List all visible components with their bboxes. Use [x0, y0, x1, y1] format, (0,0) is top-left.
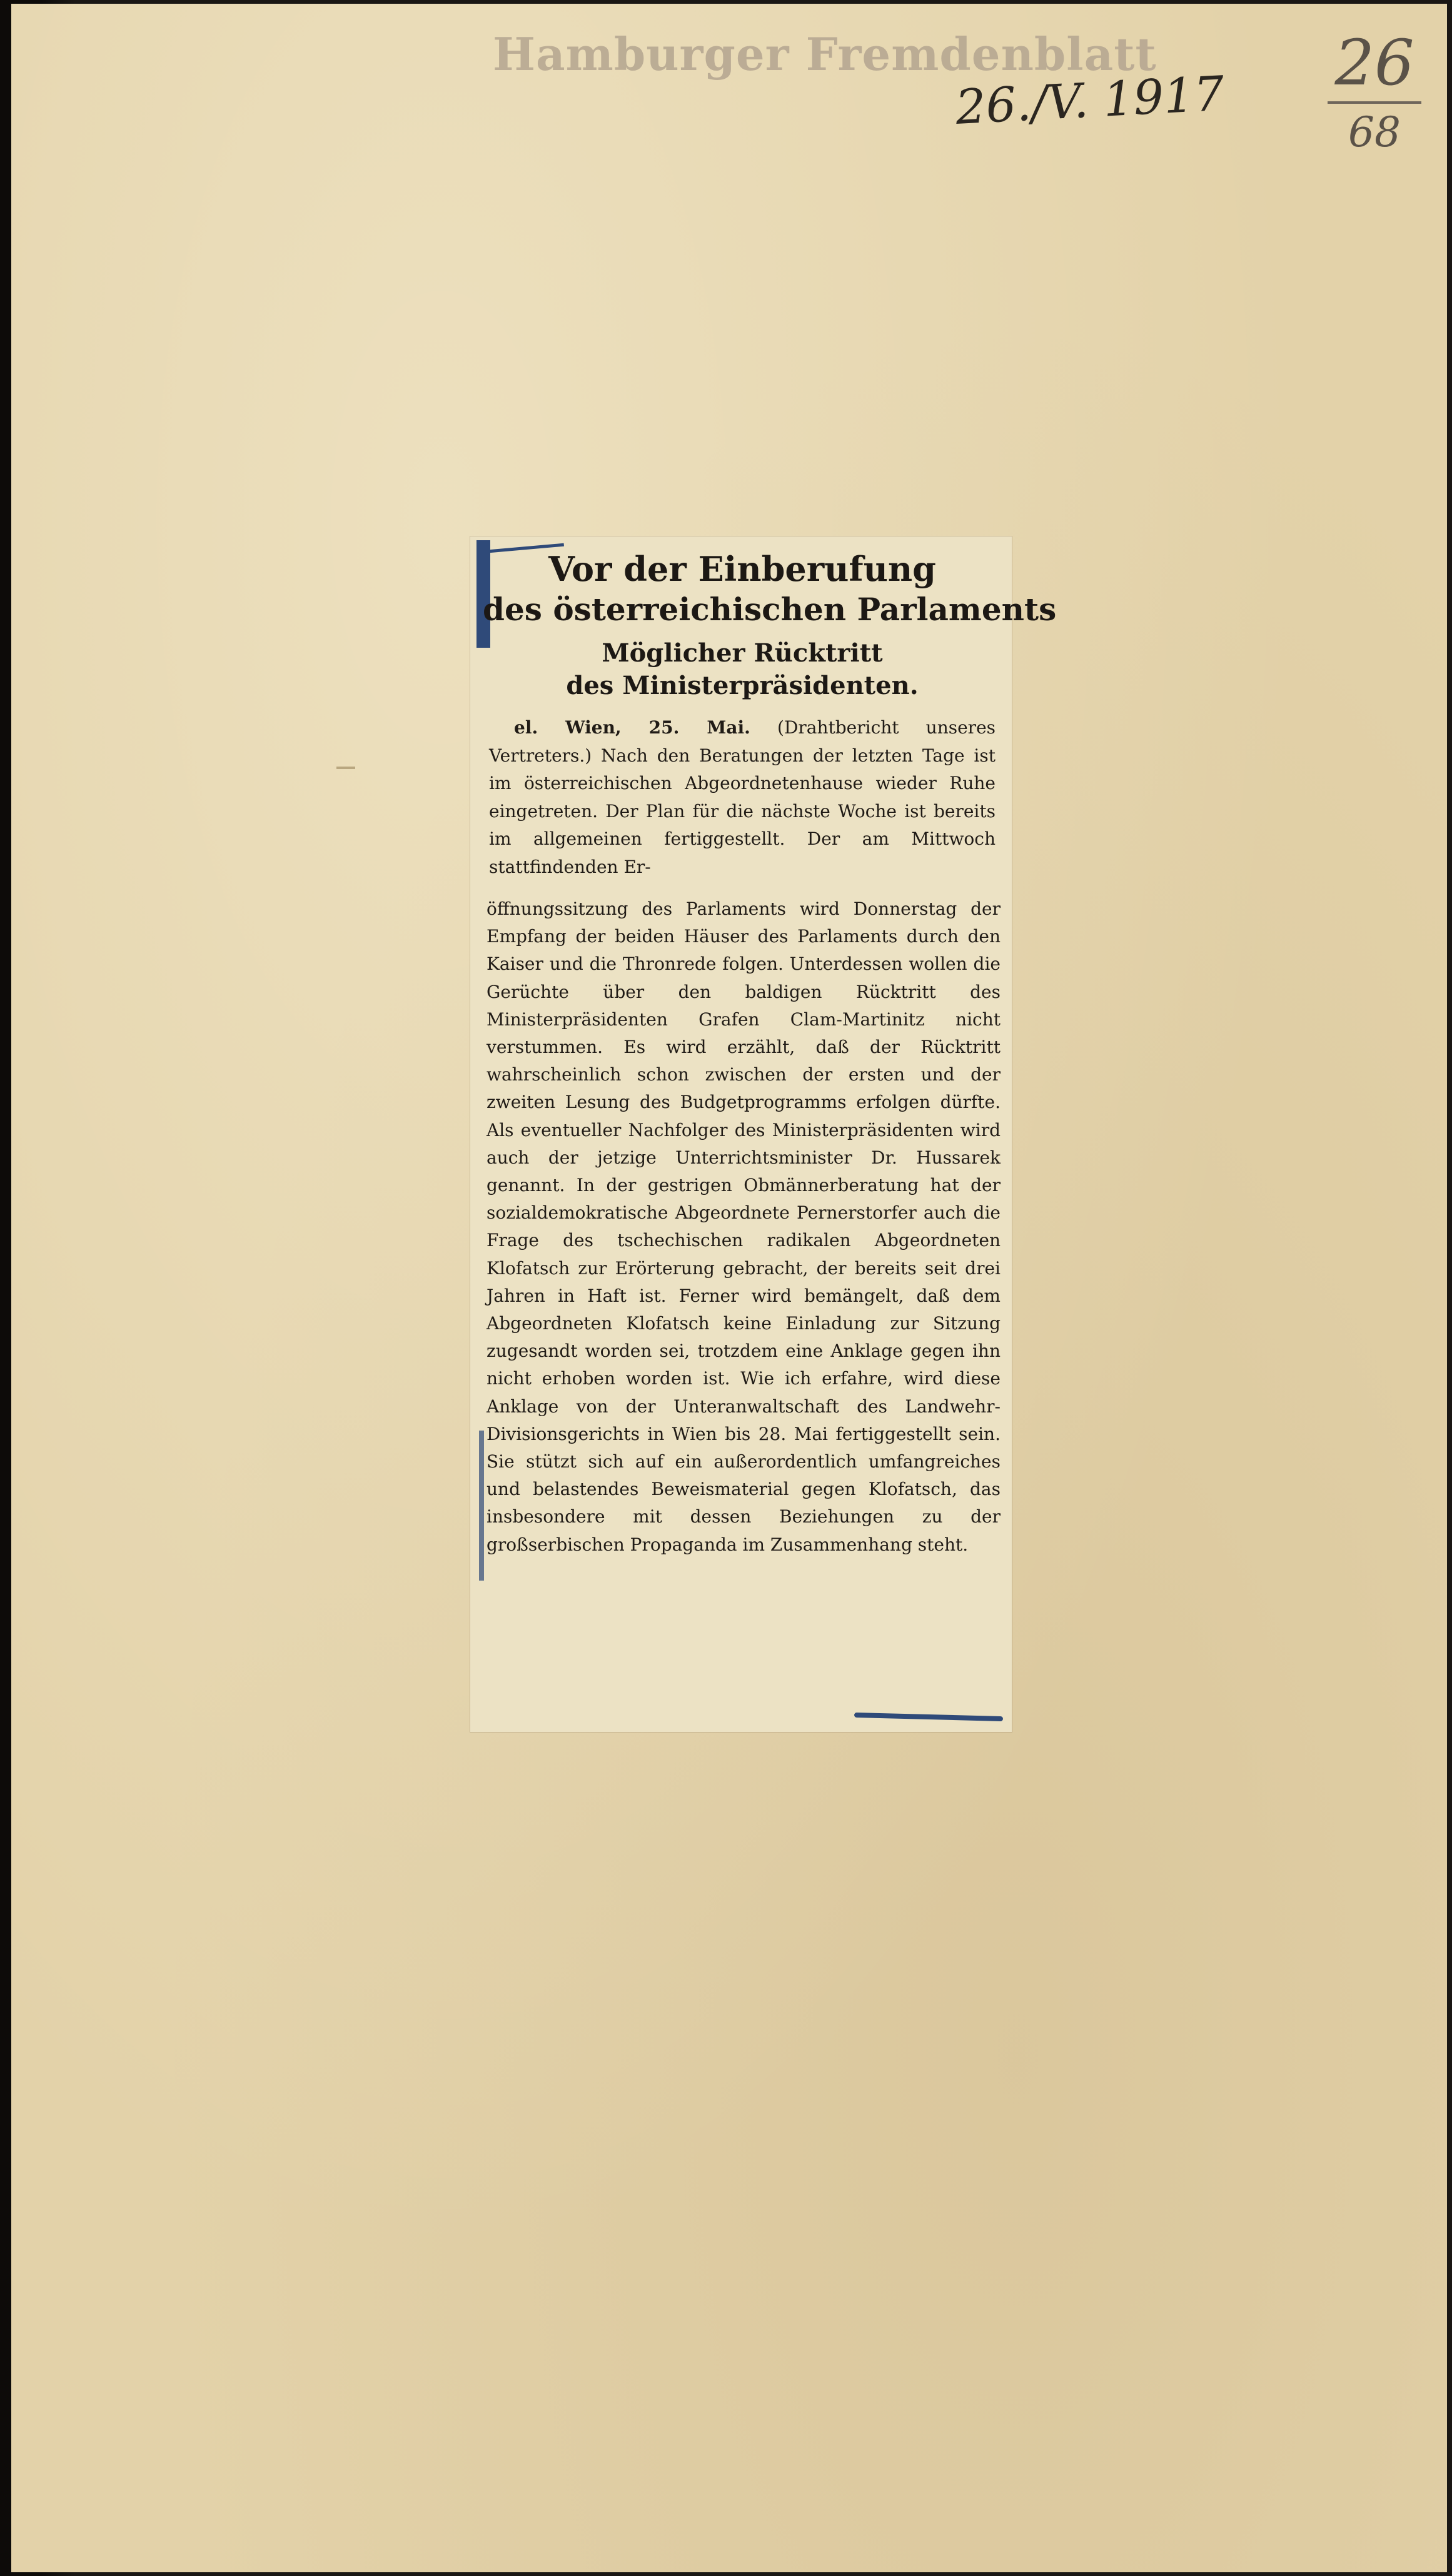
clipping-lower-piece	[478, 890, 1012, 1732]
archive-number-bottom: 68	[1348, 108, 1401, 156]
headline-line-1: Vor der Einberufung	[548, 549, 936, 589]
article-text-part-2: öffnungssitzung des Parlaments wird Donnerstag der Empfang der beiden Häuser des Parlaments durch den Kaiser und die Thronrede folgen. Unterdessen wollen die Gerüchte über den baldigen Rücktritt des Ministerpräsidenten Grafen Clam-Martinitz nicht verstummen. Es wird erzählt, daß der Rücktritt wahrscheinlich schon zwischen der ersten und der zweiten Lesung des Budgetprogramms erfolgen dürfte. Als eventueller Nachfolger des Ministerpräsidenten wird auch der jetzige Unterrichtsminister Dr. Hussarek genannt. In der gestrigen Obmännerberatung hat der sozialdemokratische Abgeordnete Pernerstorfer auch die Frage des tschechischen radikalen Abgeordneten Klofatsch zur Erörterung gebracht, der bereits seit drei Jahren in Haft ist. Ferner wird bemängelt, daß dem Abgeordneten Klofatsch keine Einladung zur Sitzung zugesandt worden sei, trotzdem eine Anklage gegen ihn nicht erhoben worden ist. Wie ich erfahre, wird diese Anklage von der Unteranwaltschaft des Landwehr-Divisionsgerichts in Wien bis 28. Mai fertiggestellt sein. Sie stützt sich auf ein außerordentlich umfangreiches und belastendes Beweismaterial gegen Klofatsch, das insbesondere mit dessen Beziehungen zu der großserbischen Propaganda im Zusammenhang steht.	[487, 898, 1001, 1555]
clipping-upper-piece	[470, 536, 1057, 883]
archive-number	[1328, 26, 1421, 156]
headline-line-2: des österreichischen Parlaments	[483, 591, 1057, 628]
handwritten-date: 26./V. 1917	[954, 65, 1226, 135]
blue-pencil-side-mark	[479, 1431, 484, 1581]
subheadline-line-1: Möglicher Rücktritt	[602, 638, 883, 668]
archive-number-divider	[1328, 101, 1421, 104]
article-paragraph-start	[489, 714, 996, 881]
archive-number-top: 26	[1334, 26, 1414, 99]
paper-mark	[336, 767, 355, 769]
subheadline-line-2: des Ministerpräsidenten.	[566, 671, 919, 700]
publication-stamp: Hamburger Fremdenblatt	[493, 28, 1157, 81]
article-dateline: el. Wien, 25. Mai.	[514, 717, 750, 738]
newspaper-clipping	[470, 536, 1057, 1732]
article-text-part-1: (Drahtbericht unseres Vertreters.) Nach den Beratungen der letzten Tage ist im österreichischen Abgeordnetenhause wieder Ruhe eingetreten. Der Plan für die nächste Woche ist bereits im allgemeinen fertiggestellt. Der am Mittwoch stattfindenden Er-	[489, 717, 996, 877]
